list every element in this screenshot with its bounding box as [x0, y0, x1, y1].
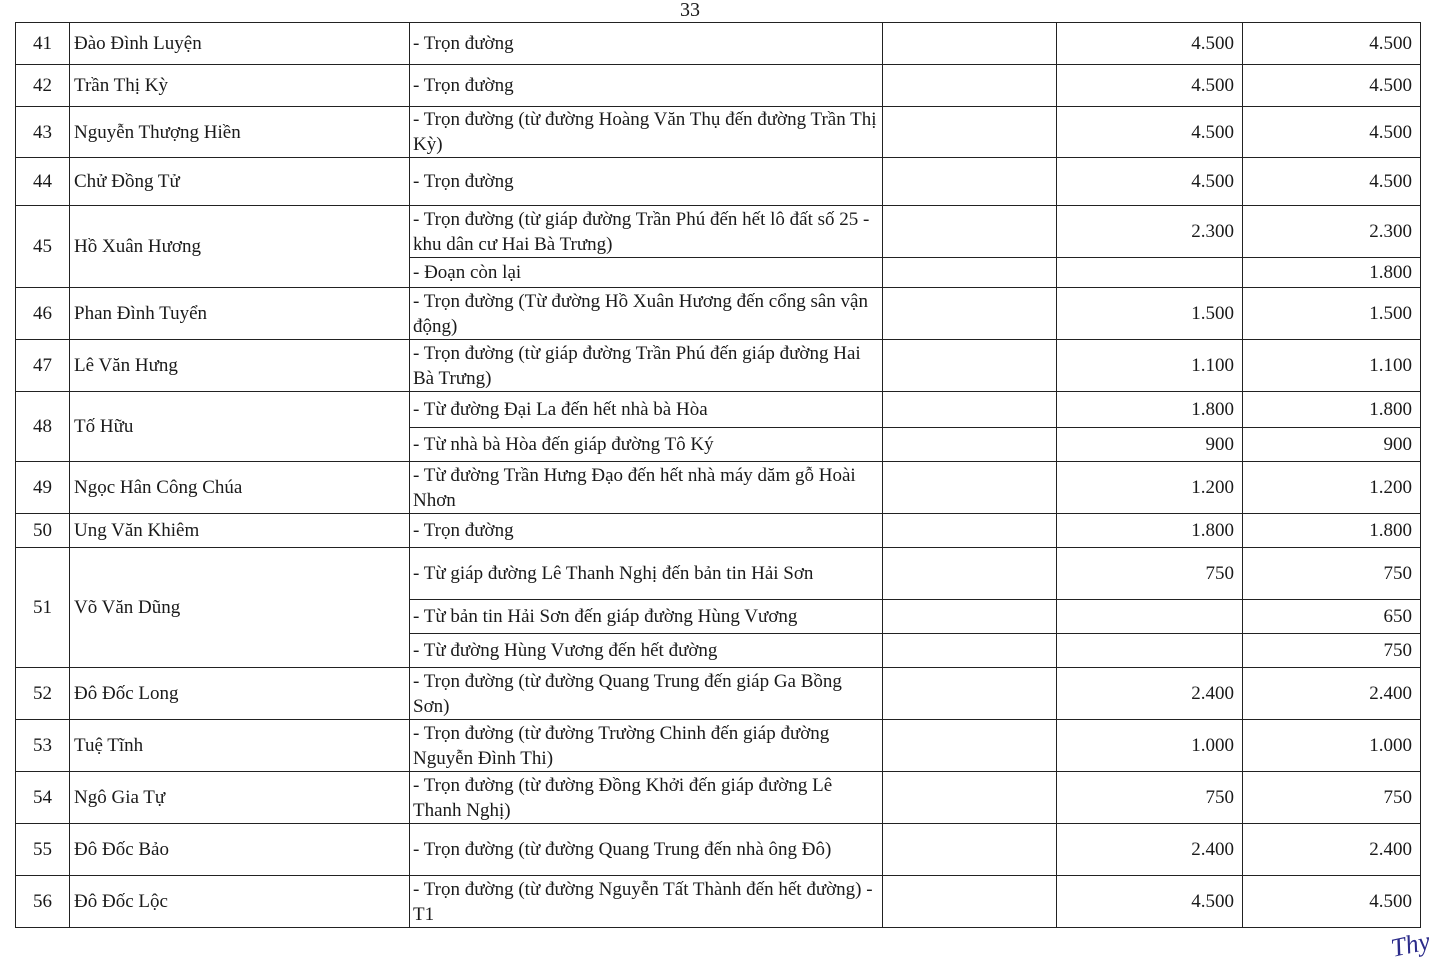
price-value: 2.300: [1057, 206, 1243, 258]
empty-cell: [883, 65, 1057, 107]
empty-cell: [883, 392, 1057, 428]
price-value-adjusted: 4.500: [1243, 23, 1421, 65]
table-row: [16, 462, 1421, 514]
empty-cell: [883, 668, 1057, 720]
row-number: 42: [16, 65, 70, 107]
price-value-adjusted: 650: [1243, 600, 1421, 634]
street-name: Tuệ Tĩnh: [70, 720, 410, 772]
table-row: [16, 392, 1421, 428]
empty-cell: [883, 107, 1057, 158]
street-name: Chử Đồng Tử: [70, 158, 410, 206]
price-value-adjusted: 2.400: [1243, 824, 1421, 876]
row-number: 44: [16, 158, 70, 206]
price-value: 1.800: [1057, 514, 1243, 548]
segment-description: - Trọn đường: [410, 158, 883, 206]
price-value-adjusted: 750: [1243, 548, 1421, 600]
price-value: 1.800: [1057, 392, 1243, 428]
empty-cell: [883, 600, 1057, 634]
segment-description: - Trọn đường (từ giáp đường Trần Phú đến hết lô đất số 25 - khu dân cư Hai Bà Trưng): [410, 206, 883, 258]
segment-description: - Từ bản tin Hải Sơn đến giáp đường Hùng Vương: [410, 600, 883, 634]
table-row: [16, 288, 1421, 340]
street-name: Đào Đình Luyện: [70, 23, 410, 65]
row-number: 45: [16, 206, 70, 288]
handwritten-signature: Thy: [1388, 926, 1433, 963]
row-number: 53: [16, 720, 70, 772]
price-value-adjusted: 1.800: [1243, 392, 1421, 428]
price-value-adjusted: 1.000: [1243, 720, 1421, 772]
segment-description: - Trọn đường (từ đường Quang Trung đến nhà ông Đô): [410, 824, 883, 876]
row-number: 52: [16, 668, 70, 720]
segment-description: - Từ nhà bà Hòa đến giáp đường Tô Ký: [410, 428, 883, 462]
land-price-table: [15, 22, 1421, 928]
segment-description: - Trọn đường: [410, 514, 883, 548]
price-value-adjusted: 1.100: [1243, 340, 1421, 392]
price-value: 1.200: [1057, 462, 1243, 514]
price-value: 900: [1057, 428, 1243, 462]
table-row: [16, 107, 1421, 158]
street-name: Ngọc Hân Công Chúa: [70, 462, 410, 514]
street-name: Đô Đốc Long: [70, 668, 410, 720]
price-value-adjusted: 1.800: [1243, 514, 1421, 548]
row-number: 46: [16, 288, 70, 340]
empty-cell: [883, 288, 1057, 340]
segment-description: - Từ đường Đại La đến hết nhà bà Hòa: [410, 392, 883, 428]
empty-cell: [883, 206, 1057, 258]
price-value: 1.000: [1057, 720, 1243, 772]
price-value-adjusted: 4.500: [1243, 65, 1421, 107]
segment-description: - Trọn đường (từ đường Hoàng Văn Thụ đến đường Trần Thị Kỳ): [410, 107, 883, 158]
price-value: 1.500: [1057, 288, 1243, 340]
price-value: 2.400: [1057, 668, 1243, 720]
segment-description: - Trọn đường (từ giáp đường Trần Phú đến giáp đường Hai Bà Trưng): [410, 340, 883, 392]
empty-cell: [883, 634, 1057, 668]
table-row: [16, 548, 1421, 600]
price-value: [1057, 258, 1243, 288]
row-number: 55: [16, 824, 70, 876]
price-value: [1057, 634, 1243, 668]
empty-cell: [883, 23, 1057, 65]
street-name: Lê Văn Hưng: [70, 340, 410, 392]
page-number: 33: [680, 0, 700, 21]
row-number: 50: [16, 514, 70, 548]
price-value-adjusted: 1.200: [1243, 462, 1421, 514]
price-value: 4.500: [1057, 876, 1243, 928]
segment-description: - Trọn đường: [410, 23, 883, 65]
price-value: 1.100: [1057, 340, 1243, 392]
row-number: 56: [16, 876, 70, 928]
table-row: [16, 206, 1421, 258]
price-value-adjusted: 1.500: [1243, 288, 1421, 340]
table-row: [16, 720, 1421, 772]
street-name: Ngô Gia Tự: [70, 772, 410, 824]
price-value: 4.500: [1057, 23, 1243, 65]
segment-description: - Trọn đường (từ đường Trường Chinh đến giáp đường Nguyễn Đình Thi): [410, 720, 883, 772]
segment-description: - Trọn đường (Từ đường Hồ Xuân Hương đến cổng sân vận động): [410, 288, 883, 340]
empty-cell: [883, 462, 1057, 514]
price-value-adjusted: 2.400: [1243, 668, 1421, 720]
empty-cell: [883, 824, 1057, 876]
empty-cell: [883, 720, 1057, 772]
price-value: 2.400: [1057, 824, 1243, 876]
row-number: 41: [16, 23, 70, 65]
price-value-adjusted: 750: [1243, 772, 1421, 824]
segment-description: - Từ đường Trần Hưng Đạo đến hết nhà máy dăm gỗ Hoài Nhơn: [410, 462, 883, 514]
table-row: [16, 23, 1421, 65]
segment-description: - Trọn đường (từ đường Quang Trung đến giáp Ga Bồng Sơn): [410, 668, 883, 720]
row-number: 48: [16, 392, 70, 462]
empty-cell: [883, 514, 1057, 548]
street-name: Trần Thị Kỳ: [70, 65, 410, 107]
empty-cell: [883, 876, 1057, 928]
table-row: [16, 340, 1421, 392]
price-value: 4.500: [1057, 107, 1243, 158]
table-row: [16, 668, 1421, 720]
table-row: [16, 514, 1421, 548]
table-row: [16, 65, 1421, 107]
row-number: 51: [16, 548, 70, 668]
street-name: Ung Văn Khiêm: [70, 514, 410, 548]
empty-cell: [883, 158, 1057, 206]
price-value-adjusted: 750: [1243, 634, 1421, 668]
price-value: 4.500: [1057, 65, 1243, 107]
table-row: [16, 876, 1421, 928]
price-value: 4.500: [1057, 158, 1243, 206]
price-value: 750: [1057, 772, 1243, 824]
street-name: Võ Văn Dũng: [70, 548, 410, 668]
empty-cell: [883, 340, 1057, 392]
empty-cell: [883, 548, 1057, 600]
segment-description: - Từ giáp đường Lê Thanh Nghị đến bản tin Hải Sơn: [410, 548, 883, 600]
segment-description: - Trọn đường (từ đường Đồng Khởi đến giáp đường Lê Thanh Nghị): [410, 772, 883, 824]
empty-cell: [883, 428, 1057, 462]
table-row: [16, 158, 1421, 206]
row-number: 47: [16, 340, 70, 392]
table-row: [16, 772, 1421, 824]
segment-description: - Từ đường Hùng Vương đến hết đường: [410, 634, 883, 668]
price-value-adjusted: 900: [1243, 428, 1421, 462]
row-number: 54: [16, 772, 70, 824]
empty-cell: [883, 258, 1057, 288]
price-value-adjusted: 1.800: [1243, 258, 1421, 288]
price-value-adjusted: 4.500: [1243, 158, 1421, 206]
street-name: Tố Hữu: [70, 392, 410, 462]
street-name: Đô Đốc Bảo: [70, 824, 410, 876]
price-value: [1057, 600, 1243, 634]
row-number: 43: [16, 107, 70, 158]
segment-description: - Trọn đường (từ đường Nguyễn Tất Thành đến hết đường) - T1: [410, 876, 883, 928]
table-body: [16, 23, 1421, 928]
row-number: 49: [16, 462, 70, 514]
street-name: Hồ Xuân Hương: [70, 206, 410, 288]
price-value-adjusted: 4.500: [1243, 876, 1421, 928]
price-value: 750: [1057, 548, 1243, 600]
segment-description: - Đoạn còn lại: [410, 258, 883, 288]
segment-description: - Trọn đường: [410, 65, 883, 107]
price-value-adjusted: 2.300: [1243, 206, 1421, 258]
street-name: Phan Đình Tuyển: [70, 288, 410, 340]
table-row: [16, 824, 1421, 876]
price-value-adjusted: 4.500: [1243, 107, 1421, 158]
empty-cell: [883, 772, 1057, 824]
street-name: Đô Đốc Lộc: [70, 876, 410, 928]
street-name: Nguyễn Thượng Hiền: [70, 107, 410, 158]
